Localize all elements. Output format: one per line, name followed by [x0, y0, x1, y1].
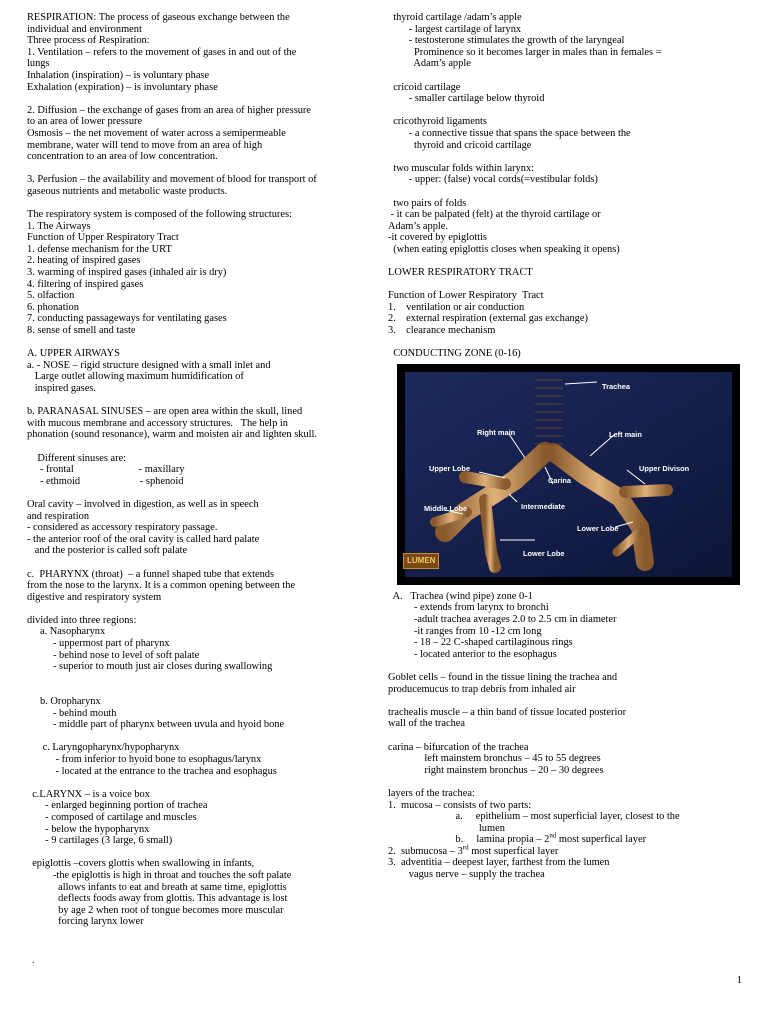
text-line: from the nose to the larynx. It is a common opening between the	[27, 580, 296, 592]
text-line: - testosterone stimulates the growth of the laryngeal	[388, 35, 625, 47]
text-line: - considered as accessory respiratory passage.	[27, 522, 218, 534]
text-line: and respiration	[27, 510, 90, 522]
text-line: Goblet cells – found in the tissue lining the trachea and	[388, 671, 618, 683]
text-line: - extends from larynx to bronchi	[388, 602, 549, 614]
text-line: deflects foods away from glottis. This advantage is lost	[27, 893, 288, 905]
text-line: lungs	[27, 58, 50, 70]
blank-line	[27, 603, 379, 615]
text-line: left mainstem bronchus – 45 to 55 degrees	[388, 753, 601, 765]
text-line: 1. Ventilation – refers to the movement of gases in and out of the	[27, 46, 297, 58]
text-line: c. PHARYNX (throat) – a funnel shaped tube that extends	[27, 568, 275, 580]
text-line: two muscular folds within larynx:	[388, 162, 535, 174]
text-line: gaseous nutrients and metabolic waste products.	[27, 185, 228, 197]
text-line: Function of Lower Respiratory Tract	[388, 290, 544, 302]
blank-line	[388, 695, 743, 707]
text-line: - superior to mouth just air closes during swallowing	[27, 661, 273, 673]
text-line: wall of the trachea	[388, 718, 466, 730]
text-line: - located anterior to the esophagus	[388, 648, 557, 660]
label-lower-lobe-right: Lower Lobe	[523, 548, 565, 558]
text-line: - middle part of pharynx between uvula and hyoid bone	[27, 719, 285, 731]
text-line: -adult trachea averages 2.0 to 2.5 cm in diameter	[388, 614, 617, 625]
blank-line	[27, 441, 379, 453]
lumen-logo: LUMEN	[403, 553, 439, 569]
blank-line	[27, 777, 379, 789]
text-line: - from inferior to hyoid bone to esophagus/larynx	[27, 754, 262, 765]
text-line: right mainstem bronchus – 20 – 30 degrees	[388, 764, 604, 776]
text-line: The respiratory system is composed of the following structures:	[27, 209, 292, 221]
text-line: 6. phonation	[27, 301, 79, 313]
blank-line	[388, 105, 743, 117]
text-line: A. Trachea (wind pipe) zone 0-1	[388, 590, 533, 602]
blank-line	[27, 847, 379, 859]
text-line: 2. external respiration (external gas exchange)	[388, 313, 588, 325]
text-line: 4. filtering of inspired gases	[27, 278, 144, 290]
blank-line	[27, 395, 379, 407]
text-line: - composed of cartilage and muscles	[27, 811, 197, 823]
text-line: layers of the trachea:	[388, 787, 475, 799]
right-column-end	[388, 857, 743, 880]
text-line: - behind nose to level of soft palate	[27, 649, 200, 661]
blank-line	[388, 279, 743, 291]
blank-line	[388, 186, 743, 198]
text-line: b. Oropharynx	[27, 696, 101, 708]
text-line: 8. sense of smell and taste	[27, 325, 136, 337]
stray-mark: .	[32, 955, 35, 966]
text-line: 3. adventitia – deepest layer, farthest from the lumen	[388, 857, 610, 869]
text-line: Three process of Respiration:	[27, 35, 150, 47]
text-line: Adam’s apple	[388, 58, 471, 70]
label-right-main: Right main	[477, 427, 516, 437]
blank-line	[27, 731, 379, 743]
text-line: Exhalation (expiration) – is involuntary phase	[27, 81, 218, 93]
text-line: 7. conducting passageways for ventilating gases	[27, 313, 227, 325]
text-line: 1. defense mechanism for the URT	[27, 243, 172, 255]
text-line: c.LARYNX – is a voice box	[27, 788, 150, 800]
text-line: with mucous membrane and accessory structures. The help in	[27, 417, 288, 429]
submucosa-line: 2. submucosa – 3rd most superfical layer	[388, 843, 559, 857]
text-line: Osmosis – the net movement of water across a semipermeable	[27, 127, 286, 139]
text-line: Adam’s apple.	[388, 220, 449, 232]
blank-line	[27, 163, 379, 175]
text-line: 3. Perfusion – the availability and movement of blood for transport of	[27, 174, 317, 186]
text-line: LOWER RESPIRATORY TRACT	[388, 267, 533, 279]
text-line: by age 2 when root of tongue becomes more muscular	[27, 904, 284, 916]
text-line: - ethmoid - sphenoid	[27, 475, 184, 487]
text-line: 2. Diffusion – the exchange of gases from an area of higher pressure	[27, 104, 312, 116]
label-upper-lobe: Upper Lobe	[429, 463, 471, 473]
text-line: - the anterior roof of the oral cavity is called hard palate	[27, 533, 260, 545]
lamina-propia-line: b. lamina propia – 2nd most superfical layer	[388, 831, 647, 846]
text-line: - frontal - maxillary	[27, 464, 185, 476]
text-line: - 18 – 22 C-shaped cartilaginous rings	[388, 637, 573, 649]
text-line: cricothyroid ligaments	[388, 116, 487, 128]
text-line: b. PARANASAL SINUSES – are open area within the skull, lined	[27, 406, 303, 418]
text-line: - it can be palpated (felt) at the thyroid cartilage or	[388, 209, 601, 221]
text-line: two pairs of folds	[388, 197, 467, 209]
text-line: - a connective tissue that spans the space between the	[388, 127, 631, 139]
page-number: 1	[736, 974, 742, 986]
blank-line	[27, 337, 379, 349]
text-line: c. Laryngopharynx/hypopharynx	[27, 742, 180, 754]
label-middle-lobe: Middle Lobe	[424, 503, 468, 513]
label-carina: Carina	[548, 475, 572, 485]
text-line: 1. mucosa – consists of two parts:	[388, 799, 532, 811]
text-line: inspired gases.	[27, 383, 96, 394]
blank-line	[388, 70, 743, 82]
label-upper-division: Upper Divison	[639, 463, 690, 473]
text-line: thyroid and cricoid cartilage	[388, 139, 532, 151]
text-line: - located at the entrance to the trachea and esophagus	[27, 765, 277, 777]
blank-line	[388, 660, 743, 672]
blank-line	[388, 255, 743, 267]
blank-line	[388, 730, 743, 742]
text-line: carina – bifurcation of the trachea	[388, 741, 529, 753]
text-line: 3. clearance mechanism	[388, 325, 496, 337]
text-line: - enlarged beginning portion of trachea	[27, 800, 208, 812]
text-line: 3. warming of inspired gases (inhaled air is dry)	[27, 267, 227, 279]
text-line: Large outlet allowing maximum humidification of	[27, 371, 244, 383]
text-line: Inhalation (inspiration) – is voluntary phase	[27, 69, 210, 81]
text-line: epiglottis –covers glottis when swallowing in infants,	[27, 858, 255, 870]
text-line: lumen	[388, 822, 505, 834]
right-column-top	[388, 12, 743, 360]
text-line: - below the hypopharynx	[27, 823, 150, 835]
text-line: producemucus to trap debris from inhaled air	[388, 683, 576, 695]
text-line: 1. ventilation or air conduction	[388, 301, 525, 313]
blank-line	[388, 151, 743, 163]
text-line: - largest cartilage of larynx	[388, 23, 522, 35]
text-line: 2. heating of inspired gases	[27, 255, 141, 267]
right-column-bottom	[388, 591, 743, 834]
label-lower-lobe-left: Lower Lobe	[577, 523, 619, 533]
text-line: a. epithelium – most superficial layer, closest to the	[388, 811, 680, 823]
text-line: - upper: (false) vocal cords(=vestibular folds)	[388, 174, 598, 186]
blank-line	[27, 198, 379, 210]
text-line: (when eating epiglottis closes when speaking it opens)	[388, 243, 620, 255]
bronchial-tree-diagram	[397, 364, 740, 585]
text-line: Function of Upper Respiratory Tract	[27, 232, 179, 244]
left-column	[27, 12, 379, 928]
text-line: phonation (sound resonance), warm and moisten air and lighten skull.	[27, 429, 318, 441]
right-column	[388, 12, 743, 881]
text-line: - smaller cartilage below thyroid	[388, 93, 545, 105]
text-line: CONDUCTING ZONE (0-16)	[388, 348, 521, 360]
text-line: digestive and respiratory system	[27, 591, 162, 603]
text-line: trachealis muscle – a thin band of tissue located posterior	[388, 706, 627, 718]
text-line: -it covered by epiglottis	[388, 232, 487, 244]
text-line: a. - NOSE – rigid structure designed with a small inlet and	[27, 359, 271, 371]
label-trachea: Trachea	[602, 381, 630, 391]
text-line: and the posterior is called soft palate	[27, 545, 188, 557]
text-line: forcing larynx lower	[27, 916, 144, 928]
text-line: 5. olfaction	[27, 290, 75, 302]
label-left-main: Left main	[609, 429, 642, 439]
text-line: RESPIRATION: The process of gaseous exchange between the	[27, 12, 290, 23]
text-line: vagus nerve – supply the trachea	[388, 869, 545, 881]
text-line: a. Nasopharynx	[27, 626, 106, 638]
text-line: - uppermost part of pharynx	[27, 638, 170, 650]
blank-line	[27, 93, 379, 105]
text-line: - 9 cartilages (3 large, 6 small)	[27, 835, 173, 847]
text-line: -it ranges from 10 -12 cm long	[388, 625, 542, 637]
text-line: concentration to an area of low concentration.	[27, 151, 218, 163]
blank-line	[27, 487, 379, 499]
text-line: Oral cavity – involved in digestion, as well as in speech	[27, 498, 259, 510]
blank-line	[27, 673, 379, 685]
text-line: - behind mouth	[27, 707, 117, 719]
text-line: thyroid cartilage /adam’s apple	[388, 12, 522, 23]
text-line: Different sinuses are:	[27, 452, 127, 464]
text-line: 1. The Airways	[27, 220, 91, 232]
blank-line	[27, 557, 379, 569]
text-line: A. UPPER AIRWAYS	[27, 348, 120, 360]
text-line: individual and environment	[27, 23, 142, 35]
text-line: Prominence so it becomes larger in males than in females =	[388, 46, 662, 58]
text-line: membrane, water will tend to move from an area of high	[27, 139, 263, 151]
label-intermediate: Intermediate	[521, 501, 565, 511]
blank-line	[27, 684, 379, 696]
blank-line	[388, 776, 743, 788]
text-line: allows infants to eat and breath at same time, epiglottis	[27, 881, 287, 893]
text-line: divided into three regions:	[27, 614, 137, 626]
text-line: -the epiglottis is high in throat and touches the soft palate	[27, 869, 292, 881]
text-line: cricoid cartilage	[388, 81, 461, 93]
text-line: to an area of lower pressure	[27, 116, 143, 128]
blank-line	[388, 337, 743, 349]
